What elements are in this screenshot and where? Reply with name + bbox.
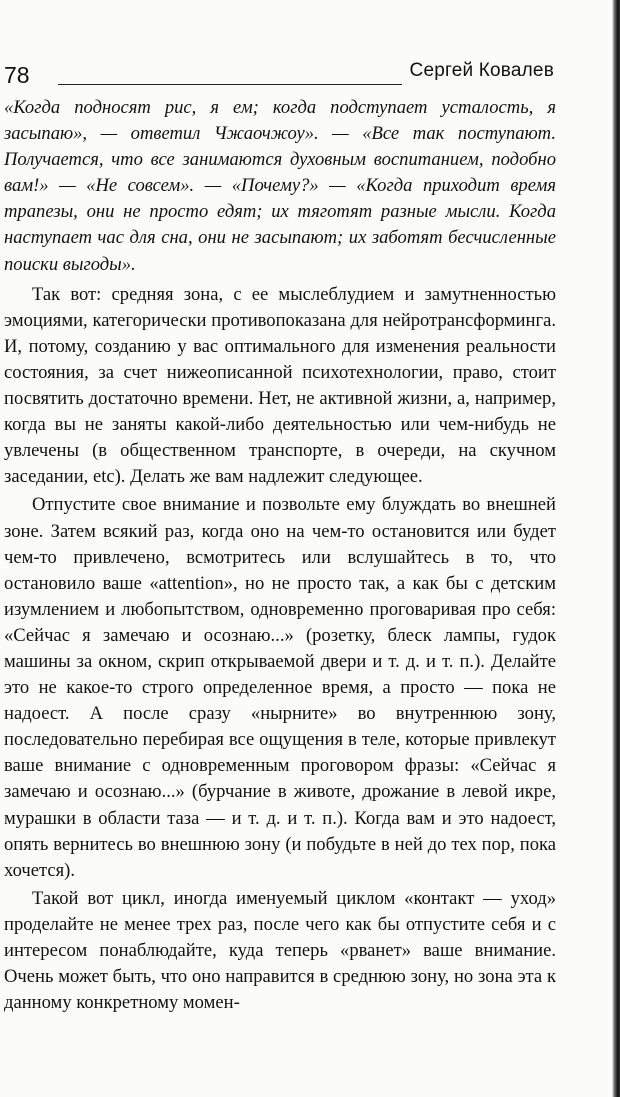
binding-edge	[612, 0, 620, 1097]
page-number: 78	[4, 62, 30, 88]
paragraph-middle-zone: Так вот: средняя зона, с ее мыслеблудием и замутненностью эмоциями, категорически противопоказана для нейротрансформинга. И, потому, созданию у вас оптимального для изменения реальности состояния, за счет нижеописанной психотехнологии, право, стоит посвятить достаточно времени. Нет, не активной жизни, а, например, когда вы не заняты какой-либо деятельностью или чем-нибудь не увлечены (в общественном транспорте, в очереди, на скучном заседании, etc). Делать же вам надлежит следующее.	[4, 283, 556, 488]
body-text	[4, 95, 556, 1016]
header-rule	[58, 84, 402, 85]
page-header	[4, 60, 554, 92]
paragraph-instructions: Отпустите свое внимание и позвольте ему блуждать во внешней зоне. Затем всякий раз, когда оно на чем-то остановится или будет чем-то привлечено, всмотритесь или вслушайтесь в то, что остановило ваше «attention», но не просто так, а как бы с детским изумлением и любопытством, одновременно проговаривая про себя: «Сейчас я замечаю и осознаю...» (розетку, блеск лампы, гудок машины за окном, скрип открываемой двери и т. д. и т. п.). Делайте это не какое-то строго определенное время, а просто — пока не надоест. А после сразу «нырните» во внутреннюю зону, последовательно перебирая все ощущения в теле, которые привлекут ваше внимание с одновременным проговором фразы: «Сейчас я замечаю и осознаю...» (бурчание в животе, дрожание в левой икре, мурашки в области таза — и т. д. и т. п.). Когда вам и это надоест, опять вернитесь во внешнюю зону (и побудьте в ней до тех пор, пока хочется).	[4, 494, 556, 881]
running-head-author: Сергей Ковалев	[409, 60, 554, 81]
paragraph-cycle: Такой вот цикл, иногда именуемый циклом «контакт — уход» проделайте не менее трех раз, после чего как бы отпустите себя и с интересом понаблюдайте, куда теперь «рванет» ваше внимание. Очень может быть, что оно направится в среднюю зону, но зона эта к данному конкретному момен-	[4, 887, 556, 1014]
quote-paragraph: «Когда подносят рис, я ем; когда подступает усталость, я засыпаю», — ответил Чжаочжоу». — «Все так поступают. Получается, что все занимаются духовным воспитанием, подобно вам!» — «Не совсем». — «Почему?» — «Когда приходит время трапезы, они не просто едят; их тяготят разные мысли. Когда наступает час для сна, они не засыпают; их заботят бесчисленные поиски выгоды».	[4, 97, 556, 275]
